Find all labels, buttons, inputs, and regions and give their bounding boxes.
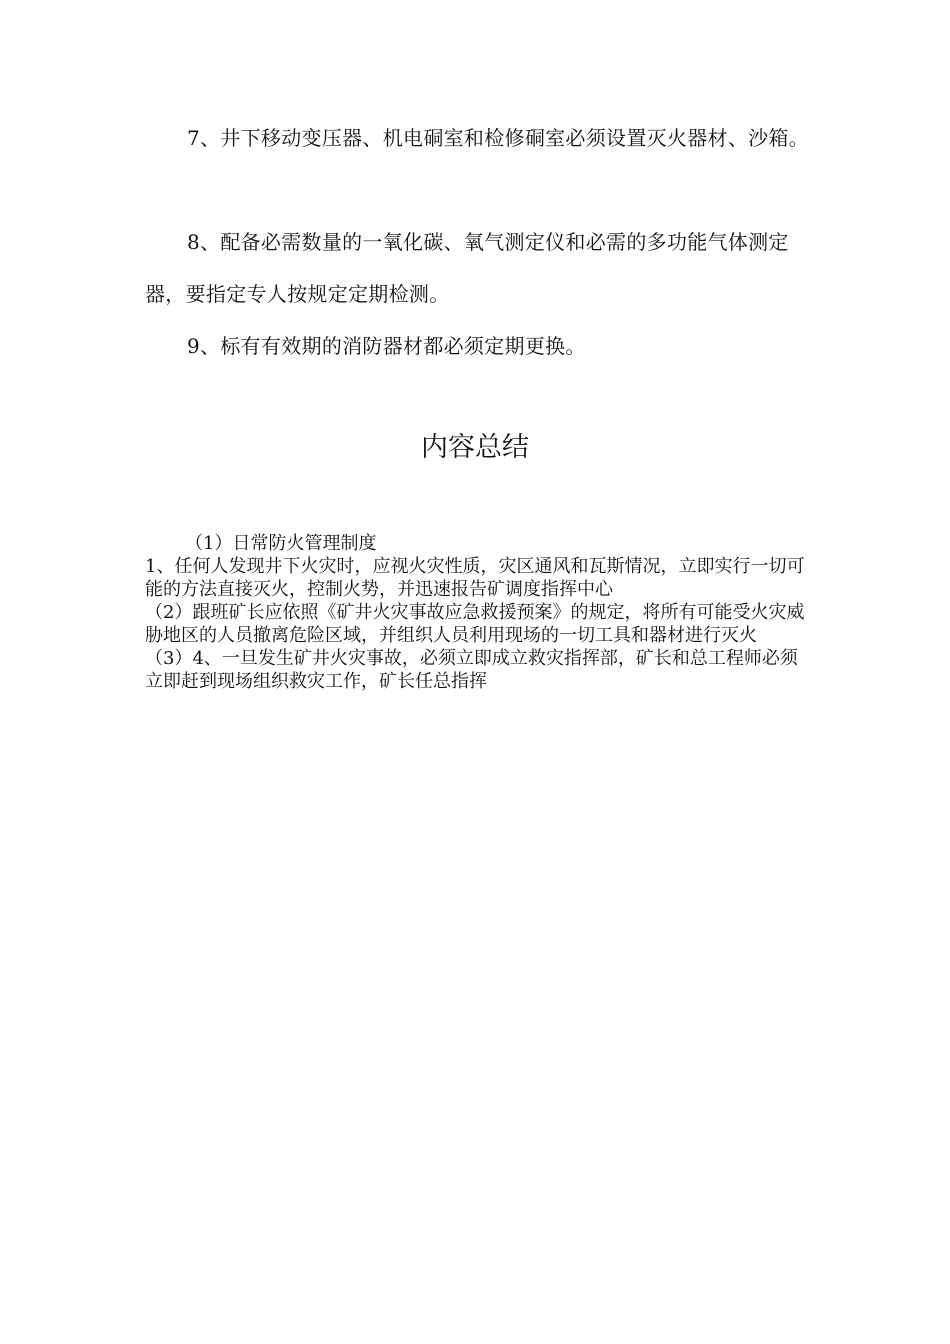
summary-line-4: （3）4、一旦发生矿井火灾事故，必须立即成立救灾指挥部，矿长和总工程师必须立即赶到现场组织救灾工作，矿长任总指挥 bbox=[145, 648, 798, 692]
paragraph-item-9: 9、标有有效期的消防器材都必须定期更换。 bbox=[187, 334, 586, 358]
summary-line-3: （2）跟班矿长应依照《矿井火灾事故应急救援预案》的规定，将所有可能受火灾威胁地区的人员撤离危险区域，并组织人员利用现场的一切工具和器材进行灭火 bbox=[145, 602, 805, 646]
paragraph-item-8: 8、配备必需数量的一氧化碳、氧气测定仪和必需的多功能气体测定器，要指定专人按规定定期检测。 bbox=[145, 230, 789, 306]
summary-title: 内容总结 bbox=[421, 432, 529, 463]
summary-line-1: （1）日常防火管理制度 bbox=[185, 533, 377, 554]
summary-block bbox=[145, 532, 810, 693]
summary-line-2: 1、任何人发现井下火灾时，应视火灾性质，灾区通风和瓦斯情况，立即实行一切可能的方法直接灭火，控制火势，并迅速报告矿调度指挥中心 bbox=[145, 556, 805, 600]
paragraph-item-7: 7、井下移动变压器、机电硐室和检修硐室必须设置灭火器材、沙箱。 bbox=[187, 126, 810, 150]
